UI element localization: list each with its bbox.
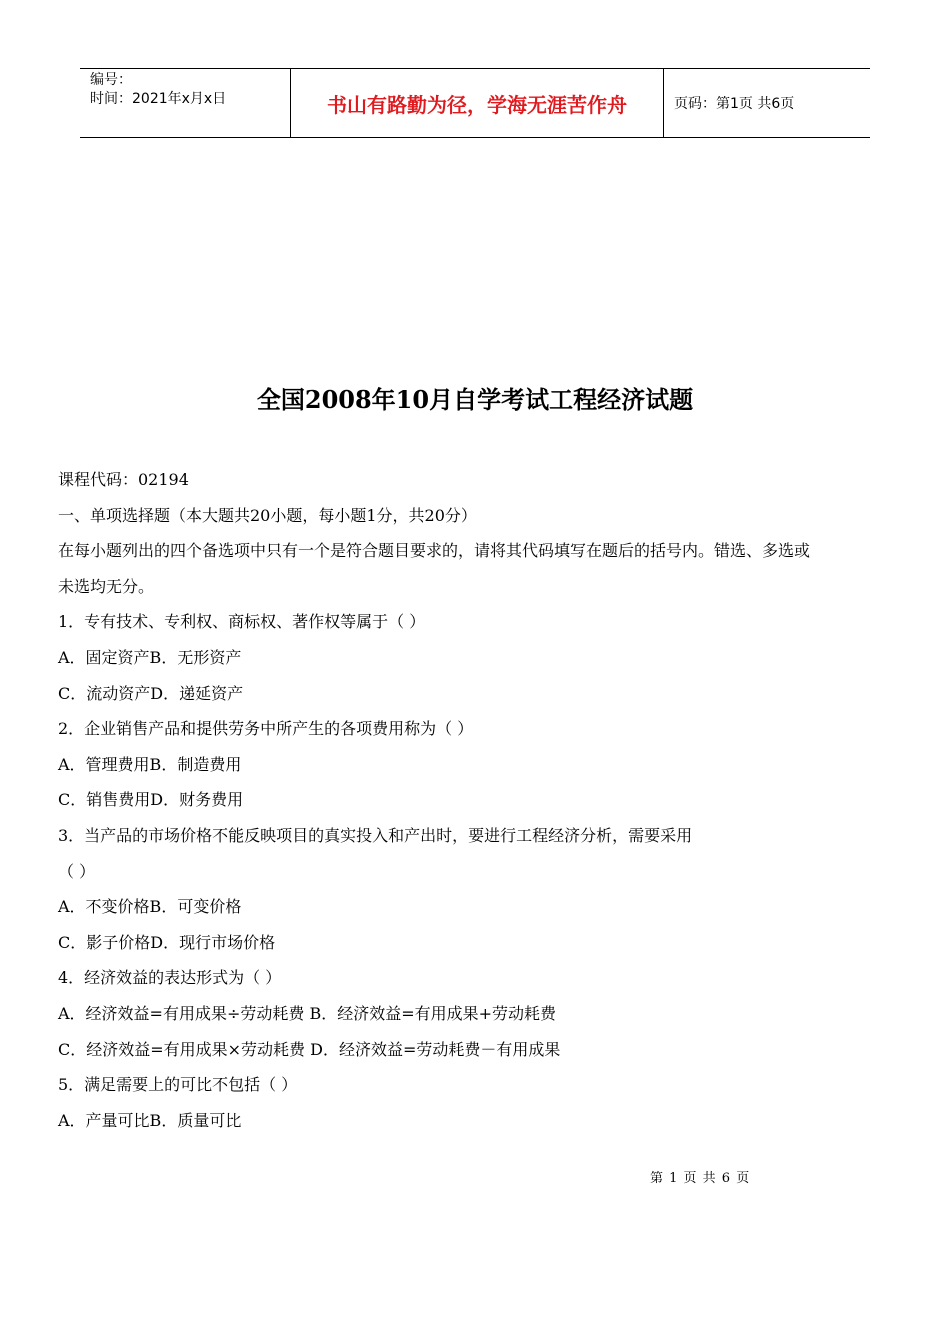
header-page-info: 页码：第1页 共6页 bbox=[674, 96, 795, 112]
exam-content bbox=[58, 462, 898, 1138]
text-line: A．经济效益=有用成果÷劳动耗费 B．经济效益=有用成果+劳动耗费 bbox=[58, 1003, 557, 1023]
header-motto: 书山有路勤为径，学海无涯苦作舟 bbox=[291, 69, 664, 137]
number-label: 编号： bbox=[90, 72, 132, 88]
text-line: C．经济效益=有用成果×劳动耗费 D．经济效益=劳动耗费－有用成果 bbox=[58, 1039, 561, 1059]
time-label: 时间：2021年x月x日 bbox=[90, 91, 227, 107]
text-line: 未选均无分。 bbox=[58, 576, 155, 596]
text-line: A．产量可比B．质量可比 bbox=[58, 1110, 242, 1130]
text-line: 4．经济效益的表达形式为（ ） bbox=[58, 968, 282, 988]
text-line: 2．企业销售产品和提供劳务中所产生的各项费用称为（ ） bbox=[58, 719, 474, 739]
text-line: 一、单项选择题（本大题共20小题，每小题1分，共20分） bbox=[58, 505, 477, 525]
header-meta bbox=[80, 69, 291, 137]
text-line: 课程代码：02194 bbox=[58, 470, 189, 489]
page-footer: 第 1 页 共 6 页 bbox=[650, 1171, 751, 1186]
text-line: C．流动资产D．递延资产 bbox=[58, 683, 244, 703]
text-line: 在每小题列出的四个备选项中只有一个是符合题目要求的，请将其代码填写在题后的括号内。错选、多选或 bbox=[58, 541, 811, 561]
text-line: 3．当产品的市场价格不能反映项目的真实投入和产出时，要进行工程经济分析，需要采用 bbox=[58, 825, 693, 845]
text-line: （ ） bbox=[58, 861, 96, 881]
text-line: C．销售费用D．财务费用 bbox=[58, 790, 244, 810]
text-line: 1．专有技术、专利权、商标权、著作权等属于（ ） bbox=[58, 612, 426, 632]
document-title: 全国2008年10月自学考试工程经济试题 bbox=[256, 385, 694, 414]
text-line: A．固定资产B．无形资产 bbox=[58, 647, 242, 667]
text-line: C．影子价格D．现行市场价格 bbox=[58, 932, 276, 952]
page-header bbox=[80, 68, 870, 138]
text-line: 5．满足需要上的可比不包括（ ） bbox=[58, 1075, 298, 1095]
text-line: A．不变价格B．可变价格 bbox=[58, 897, 242, 917]
text-line: A．管理费用B．制造费用 bbox=[58, 754, 242, 774]
